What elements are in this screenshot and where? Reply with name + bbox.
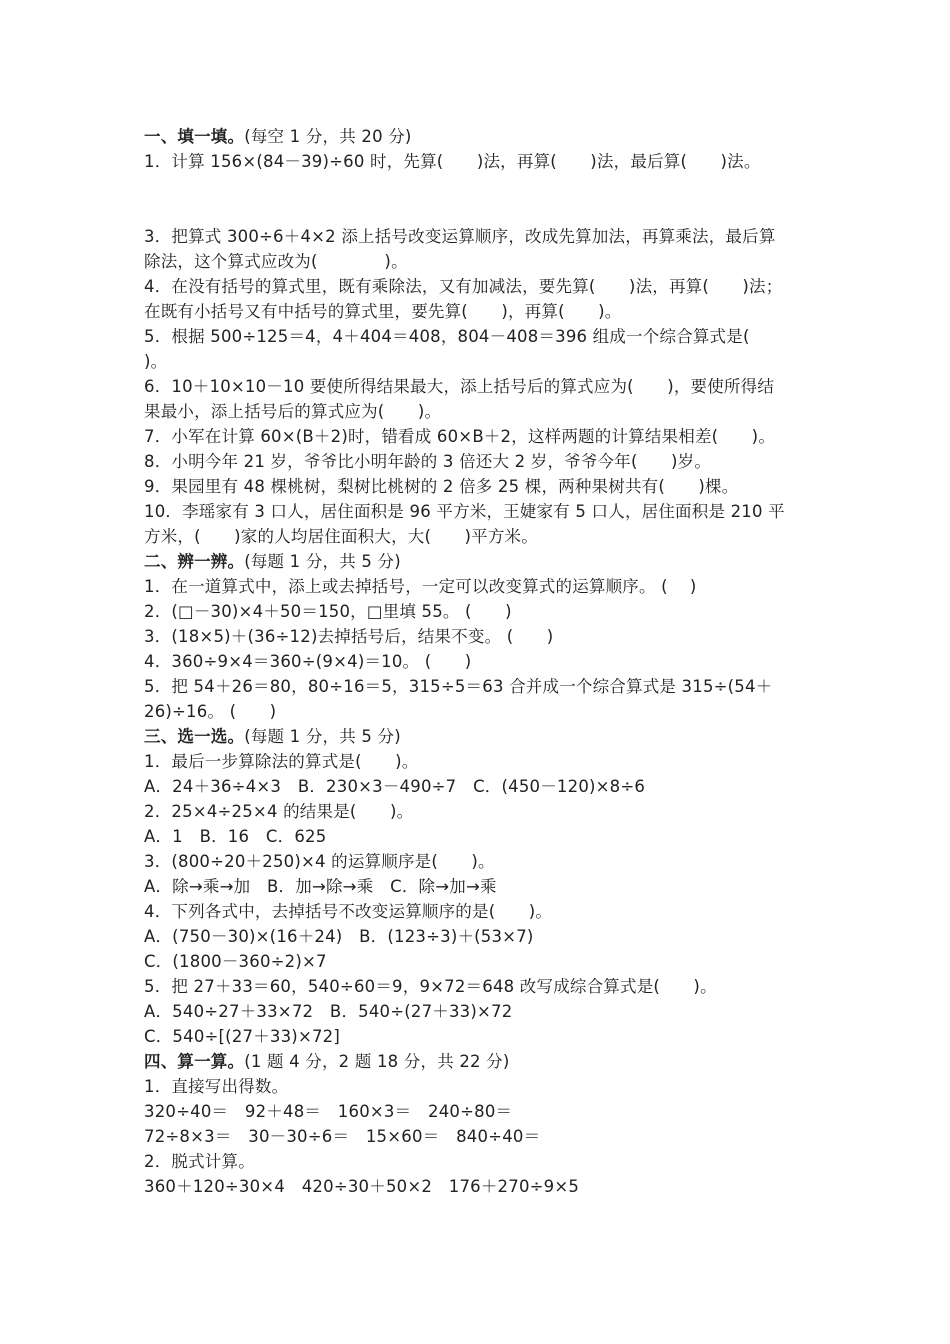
s3-question-5: 5．把 27＋33＝60，540÷60＝9，9×72＝648 改写成综合算式是( )。 [144,977,717,996]
s4-question-1: 1．直接写出得数。 [144,1077,289,1096]
s3-question-3-options: A．除→乘→加 B．加→除→乘 C．除→加→乘 [144,877,497,896]
s3-question-2: 2．25×4÷25×4 的结果是( )。 [144,802,414,821]
section-4-title: 四、算一算。 [144,1052,245,1071]
section-4-heading [144,1049,824,1074]
s1-question-10-line-2: 方米，( )家的人均居住面积大，大( )平方米。 [144,527,538,546]
s1-question-5-line-2: )。 [144,352,168,371]
s2-question-4: 4．360÷9×4＝360÷(9×4)＝10。 ( ) [144,652,472,671]
s2-question-3: 3．(18×5)＋(36÷12)去掉括号后，结果不变。 ( ) [144,627,554,646]
s3-question-5-option-c: C．540÷[(27＋33)×72] [144,1027,341,1046]
section-3-heading [144,724,824,749]
s1-question-7: 7．小军在计算 60×(B＋2)时，错看成 60×B＋2，这样两题的计算结果相差( )。 [144,427,776,446]
s1-question-3-line-1: 3．把算式 300÷6＋4×2 添上括号改变运算顺序，改成先算加法，再算乘法，最后算 [144,227,776,246]
s3-question-4-options-ab: A．(750－30)×(16＋24) B．(123÷3)＋(53×7) [144,927,534,946]
s4-question-2: 2．脱式计算。 [144,1152,255,1171]
s1-question-1: 1．计算 156×(84－39)÷60 时，先算( )法，再算( )法，最后算( )法。 [144,152,761,171]
s3-question-4: 4．下列各式中，去掉括号不改变运算顺序的是( )。 [144,902,553,921]
s2-question-5-line-1: 5．把 54＋26＝80，80÷16＝5，315÷5＝63 合并成一个综合算式是 315÷(54＋ [144,677,773,696]
s2-question-2: 2．(□－30)×4＋50＝150，□里填 55。 ( ) [144,602,512,621]
section-2-heading [144,549,824,574]
s3-question-5-options-ab: A．540÷27＋33×72 B．540÷(27＋33)×72 [144,1002,513,1021]
section-2-title: 二、辨一辨。 [144,552,245,571]
s3-question-1: 1．最后一步算除法的算式是( )。 [144,752,419,771]
s3-question-3: 3．(800÷20＋250)×4 的运算顺序是( )。 [144,852,495,871]
worksheet [144,124,824,1199]
s3-question-2-options: A．1 B．16 C．625 [144,827,327,846]
s4-step-calc-row: 360＋120÷30×4 420÷30＋50×2 176＋270÷9×5 [144,1177,580,1196]
s1-question-6-line-1: 6．10＋10×10－10 要使所得结果最大，添上括号后的算式应为( )，要使所得结 [144,377,775,396]
section-3-title: 三、选一选。 [144,727,245,746]
section-2-note: (每题 1 分，共 5 分) [244,552,401,571]
s3-question-1-options: A．24＋36÷4×3 B．230×3－490÷7 C．(450－120)×8÷6 [144,777,646,796]
s4-oral-row-1: 320÷40＝ 92＋48＝ 160×3＝ 240÷80＝ [144,1102,513,1121]
s1-question-5-line-1: 5．根据 500÷125＝4，4＋404＝408，804－408＝396 组成一个综合算式是( [144,327,750,346]
s1-question-3-line-2: 除法，这个算式应改为( )。 [144,252,408,271]
s1-question-4-line-2: 在既有小括号又有中括号的算式里，要先算( )，再算( )。 [144,302,622,321]
section-1-note: (每空 1 分，共 20 分) [244,127,412,146]
section-3-note: (每题 1 分，共 5 分) [244,727,401,746]
s1-question-9: 9．果园里有 48 棵桃树，梨树比桃树的 2 倍多 25 棵，两种果树共有( )棵。 [144,477,739,496]
s2-question-1: 1．在一道算式中，添上或去掉括号，一定可以改变算式的运算顺序。 ( ) [144,577,697,596]
section-1-title: 一、填一填。 [144,127,245,146]
s1-question-10-line-1: 10．李瑶家有 3 口人，居住面积是 96 平方米，王婕家有 5 口人，居住面积是 210 平 [144,502,785,521]
blank-gap [144,174,824,224]
s1-question-6-line-2: 果最小，添上括号后的算式应为( )。 [144,402,442,421]
s1-question-4-line-1: 4．在没有括号的算式里，既有乘除法，又有加减法，要先算( )法，再算( )法； [144,277,783,296]
s3-question-4-option-c: C．(1800－360÷2)×7 [144,952,327,971]
s2-question-5-line-2: 26)÷16。 ( ) [144,702,277,721]
s4-oral-row-2: 72÷8×3＝ 30－30÷6＝ 15×60＝ 840÷40＝ [144,1127,541,1146]
section-1-heading [144,124,824,149]
section-4-note: (1 题 4 分，2 题 18 分，共 22 分) [244,1052,510,1071]
s1-question-8: 8．小明今年 21 岁，爷爷比小明年龄的 3 倍还大 2 岁，爷爷今年( )岁。 [144,452,712,471]
